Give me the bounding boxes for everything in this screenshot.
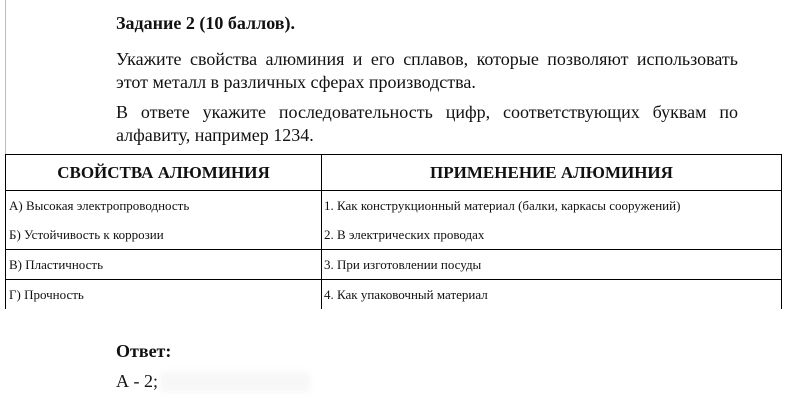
page-left-border bbox=[5, 0, 6, 160]
answer-label: Ответ: bbox=[116, 341, 172, 361]
application-cell: 2. В электрических проводах bbox=[322, 220, 782, 250]
answer-blurred-region bbox=[160, 372, 310, 392]
task-instruction: Укажите свойства алюминия и его сплавов, которые позволяют использовать этот металл в различных сферах производства. bbox=[116, 49, 738, 92]
task-title: Задание 2 (10 баллов). bbox=[116, 13, 295, 33]
table-row bbox=[6, 220, 782, 250]
matching-table bbox=[5, 154, 782, 309]
property-cell: Б) Устойчивость к коррозии bbox=[6, 220, 322, 250]
property-cell: Г) Прочность bbox=[6, 280, 322, 310]
application-cell: 3. При изготовлении посуды bbox=[322, 250, 782, 280]
column-header-applications: ПРИМЕНЕНИЕ АЛЮМИНИЯ bbox=[322, 155, 782, 191]
task-answer-format: В ответе укажите последовательность цифр, соответствующих буквам по алфавиту, например 1234. bbox=[116, 102, 738, 145]
property-cell: В) Пластичность bbox=[6, 250, 322, 280]
application-cell: 4. Как упаковочный материал bbox=[322, 280, 782, 310]
answer-value: А - 2; bbox=[116, 371, 158, 391]
table-row bbox=[6, 280, 782, 310]
property-cell: А) Высокая электропроводность bbox=[6, 191, 322, 221]
column-header-properties: СВОЙСТВА АЛЮМИНИЯ bbox=[6, 155, 322, 191]
table-header-row bbox=[6, 155, 782, 191]
table-row bbox=[6, 250, 782, 280]
table-row bbox=[6, 191, 782, 221]
application-cell: 1. Как конструкционный материал (балки, каркасы сооружений) bbox=[322, 191, 782, 221]
